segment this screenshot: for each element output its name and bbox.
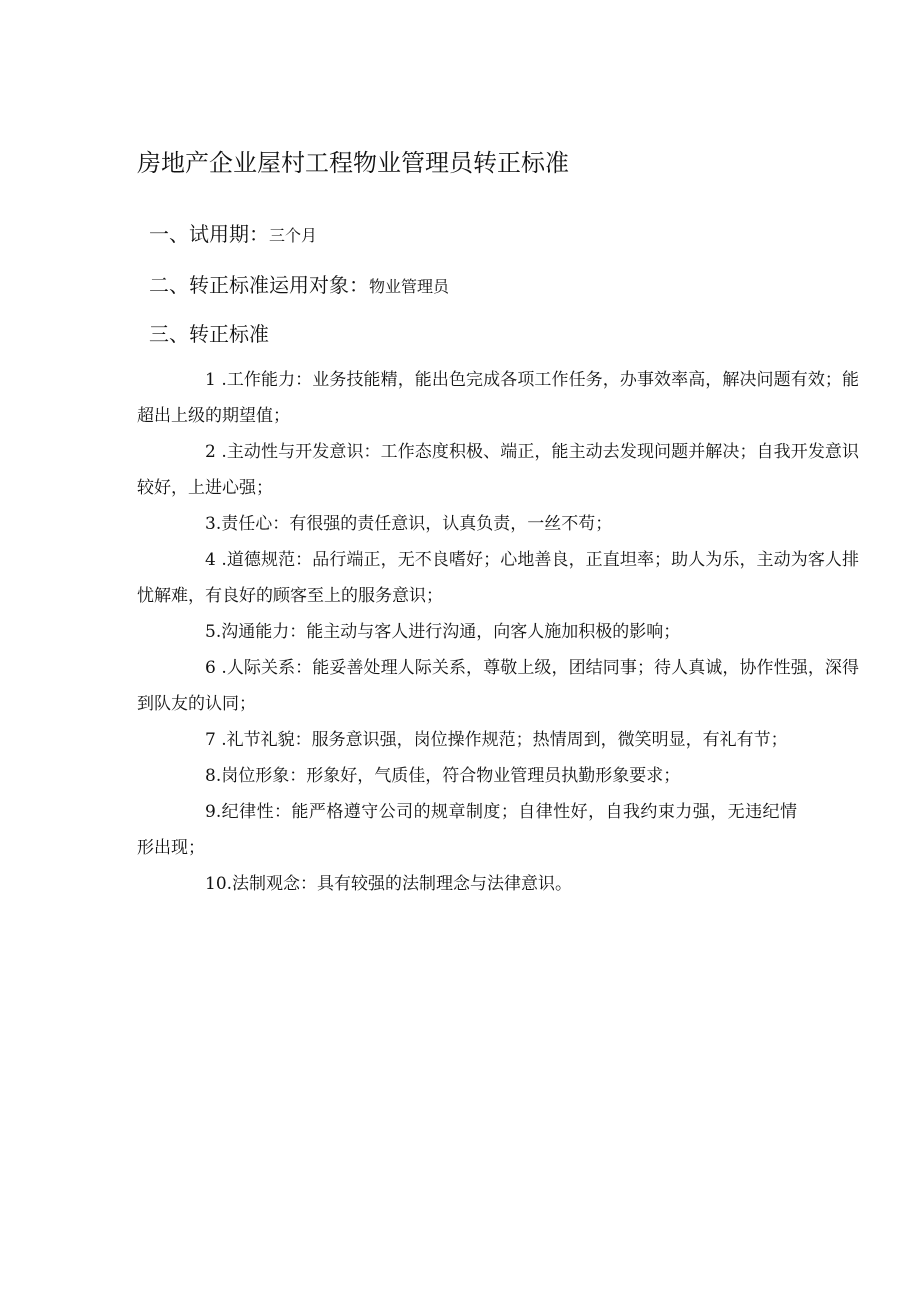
section-heading: 二、转正标准运用对象： bbox=[149, 273, 369, 297]
criteria-number: 8 bbox=[205, 766, 216, 786]
criteria-text: .纪律性：能严格遵守公司的规章制度；自律性好，自我约束力强，无违纪情形出现； bbox=[137, 802, 797, 858]
criteria-number: 6 bbox=[205, 658, 216, 678]
criteria-text: .人际关系：能妥善处理人际关系，尊敬上级，团结同事；待人真诚，协作性强，深得到队友的认同； bbox=[137, 658, 860, 714]
criteria-number: 1 bbox=[205, 370, 216, 390]
criteria-item-legal-awareness bbox=[137, 866, 859, 902]
criteria-number: 2 bbox=[205, 442, 216, 462]
criteria-number: 7 bbox=[205, 730, 216, 750]
criteria-item-etiquette bbox=[137, 722, 859, 758]
criteria-list bbox=[137, 362, 859, 902]
criteria-item-initiative bbox=[137, 434, 859, 506]
criteria-text: .岗位形象：形象好，气质佳，符合物业管理员执勤形象要求； bbox=[215, 766, 681, 786]
criteria-item-work-ability bbox=[137, 362, 859, 434]
criteria-text: .责任心：有很强的责任意识，认真负责，一丝不苟； bbox=[215, 514, 613, 534]
criteria-item-discipline bbox=[137, 794, 797, 866]
section-value: 物业管理员 bbox=[369, 277, 450, 296]
criteria-text: .沟通能力：能主动与客人进行沟通，向客人施加积极的影响； bbox=[215, 622, 681, 642]
criteria-item-communication bbox=[137, 614, 859, 650]
criteria-item-responsibility bbox=[137, 506, 859, 542]
section-applicable-target bbox=[149, 269, 449, 298]
criteria-number: 4 bbox=[205, 550, 216, 570]
criteria-item-ethics bbox=[137, 542, 859, 614]
criteria-item-relationships bbox=[137, 650, 859, 722]
criteria-number: 9 bbox=[205, 802, 216, 822]
section-criteria-heading bbox=[149, 318, 269, 347]
section-heading: 三、转正标准 bbox=[149, 322, 269, 346]
criteria-item-image bbox=[137, 758, 859, 794]
criteria-text: .道德规范：品行端正，无不良嗜好；心地善良，正直坦率；助人为乐，主动为客人排忧解难，有良好的顾客至上的服务意识； bbox=[137, 550, 860, 606]
criteria-text: .工作能力：业务技能精，能出色完成各项工作任务，办事效率高，解决问题有效；能超出上级的期望值； bbox=[137, 370, 860, 426]
criteria-text: .主动性与开发意识：工作态度积极、端正，能主动去发现问题并解决；自我开发意识较好，上进心强； bbox=[137, 442, 860, 498]
criteria-text: .礼节礼貌：服务意识强，岗位操作规范；热情周到，微笑明显，有礼有节； bbox=[221, 730, 788, 750]
criteria-number: 10 bbox=[205, 874, 227, 894]
document-title: 房地产企业屋村工程物业管理员转正标准 bbox=[137, 149, 569, 177]
criteria-number: 5 bbox=[205, 622, 216, 642]
criteria-number: 3 bbox=[205, 514, 216, 534]
section-heading: 一、试用期： bbox=[149, 222, 269, 246]
criteria-text: .法制观念：具有较强的法制理念与法律意识。 bbox=[226, 874, 573, 894]
section-value: 三个月 bbox=[269, 226, 318, 245]
section-probation-period bbox=[149, 218, 317, 247]
